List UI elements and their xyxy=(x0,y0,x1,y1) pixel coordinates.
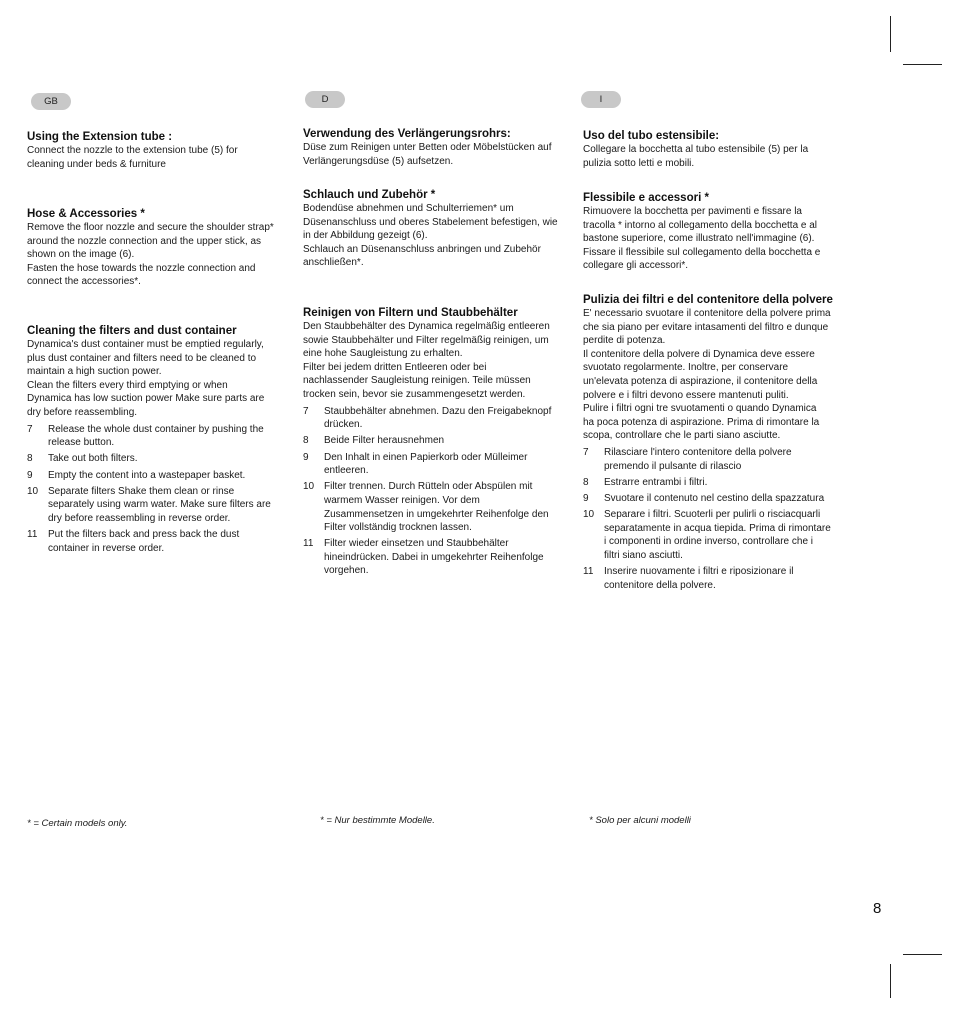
step-number: 9 xyxy=(583,492,589,504)
step-item xyxy=(27,452,295,466)
section-body: Den Staubbehälter des Dynamica regelmäßig entleeren sowie Staubbehälter und Filter regelmäßig reinigen, um eine hohe Saugleistung zu erhalten. Filter bei jedem dritten Entleeren oder bei nachlassender Saugleistung reinigen. Teile müssen trocken sein, bevor sie zusammengesetzt werden. xyxy=(303,321,550,400)
section-title: Schlauch und Zubehör * xyxy=(303,189,436,201)
step-item xyxy=(303,434,571,448)
section-flessibile-accessori xyxy=(583,191,851,273)
section-body: Düse zum Reinigen unter Betten oder Möbelstücken auf Verlängerungsdüse (5) aufsetzen. xyxy=(303,142,552,167)
steps-list xyxy=(27,423,295,556)
section-title: Flessibile e accessori * xyxy=(583,192,709,204)
step-text: Filter trennen. Durch Rütteln oder Abspülen mit warmem Wasser reinigen. Vor dem Zusammensetzen in umgekehrter Reihenfolge den Filter vollständig trocknen lassen. xyxy=(324,481,549,534)
step-item xyxy=(303,537,571,578)
step-number: 9 xyxy=(303,451,309,463)
footnote: * = Certain models only. xyxy=(27,818,128,829)
section-title: Cleaning the filters and dust container xyxy=(27,325,237,337)
section-body: Connect the nozzle to the extension tube (5) for cleaning under beds & furniture xyxy=(27,145,238,170)
step-item xyxy=(27,423,295,450)
section-tubo-estensibile xyxy=(583,129,851,170)
step-number: 10 xyxy=(583,509,595,521)
section-cleaning-filters xyxy=(27,324,295,558)
step-number: 10 xyxy=(27,485,39,497)
step-text: Svuotare il contenuto nel cestino della spazzatura xyxy=(604,492,825,504)
step-text: Put the filters back and press back the dust container in reverse order. xyxy=(48,529,240,554)
section-title: Using the Extension tube : xyxy=(27,131,173,143)
crop-mark-bottom-horizontal xyxy=(903,954,942,955)
step-item xyxy=(27,469,295,483)
step-number: 11 xyxy=(303,538,314,550)
step-text: Filter wieder einsetzen und Staubbehälter hineindrücken. Dabei in umgekehrter Reihenfolge vorgehen. xyxy=(324,538,544,577)
section-title: Verwendung des Verlängerungsrohrs: xyxy=(303,128,511,140)
steps-list xyxy=(583,446,851,592)
step-number: 7 xyxy=(583,446,589,458)
step-item xyxy=(303,451,571,478)
step-item xyxy=(303,480,571,534)
section-extension-tube xyxy=(27,130,295,171)
step-text: Staubbehälter abnehmen. Dazu den Freigabeknopf drücken. xyxy=(324,405,552,431)
step-item xyxy=(583,565,851,592)
step-item xyxy=(583,492,851,506)
footnote: * Solo per alcuni modelli xyxy=(589,815,691,826)
step-number: 7 xyxy=(303,405,309,417)
step-number: 8 xyxy=(583,476,589,488)
step-text: Inserire nuovamente i filtri e riposizionare il contenitore della polvere. xyxy=(604,566,794,591)
step-item xyxy=(27,528,295,555)
section-pulizia-filtri xyxy=(583,293,851,595)
language-badge: D xyxy=(305,91,345,108)
step-text: Empty the content into a wastepaper basket. xyxy=(48,469,246,481)
crop-mark-bottom-vertical xyxy=(890,964,891,998)
step-item xyxy=(583,476,851,490)
step-text: Release the whole dust container by pushing the release button. xyxy=(48,423,264,449)
step-number: 11 xyxy=(27,529,38,541)
section-title: Hose & Accessories * xyxy=(27,208,145,220)
section-verlaengerungsrohr xyxy=(303,127,571,168)
step-item xyxy=(583,446,851,473)
section-schlauch-zubehoer xyxy=(303,188,571,270)
section-hose-accessories xyxy=(27,207,295,289)
step-item xyxy=(27,485,295,526)
step-text: Estrarre entrambi i filtri. xyxy=(604,476,708,488)
step-number: 8 xyxy=(303,435,309,447)
crop-mark-top-horizontal xyxy=(903,64,942,65)
section-body: E' necessario svuotare il contenitore della polvere prima che sia piano per evitare intasamenti del filtro e dunque perdite di potenza. Il contenitore della polvere di Dynamica deve essere svuotato regolarmente. Inoltre, per conservare un'elevata potenza di aspirazione, il contenitore della polvere e i filtri devono essere mantenuti puliti. Pulire i filtri ogni tre svuotamenti o quando Dynamica ha poca potenza di aspirazione. Prima di rimontare la scopa, controllare che le parti siano asciutte. xyxy=(583,308,831,442)
footnote: * = Nur bestimmte Modelle. xyxy=(320,815,435,826)
step-item xyxy=(583,508,851,562)
language-badge: GB xyxy=(31,93,71,110)
section-body: Dynamica's dust container must be emptied regularly, plus dust container and filters need to be cleaned to maintain a high suction power. Clean the filters every third emptying or when Dynamica has low suction power Make sure parts are dry before reassembling. xyxy=(27,339,265,418)
step-text: Rilasciare l'intero contenitore della polvere premendo il pulsante di rilascio xyxy=(604,446,792,472)
step-text: Beide Filter herausnehmen xyxy=(324,435,445,447)
step-number: 8 xyxy=(27,453,33,465)
section-body: Rimuovere la bocchetta per pavimenti e fissare la tracolla * intorno al collegamento della bocchetta e al bastone superiore, come illustrato nell'immagine (6). Fissare il flessibile sul collegamento della bocchetta e collegare gli accessori*. xyxy=(583,206,821,272)
steps-list xyxy=(303,405,571,579)
step-number: 9 xyxy=(27,469,33,481)
section-body: Bodendüse abnehmen und Schulterriemen* um Düsenanschluss und oberes Stabelement befestigen, wie in der Abbildung gezeigt (6). Schlauch an Düsenanschluss anbringen und Zubehör anschließen*. xyxy=(303,203,558,269)
section-title: Reinigen von Filtern und Staubbehälter xyxy=(303,307,518,319)
step-text: Separate filters Shake them clean or rinse separately using warm water. Make sure filters are dry before reassembling in reverse order. xyxy=(48,485,271,524)
section-body: Remove the floor nozzle and secure the shoulder strap* around the nozzle connection and the upper stick, as shown on the image (6). Fasten the hose towards the nozzle connection and connect the accessories*. xyxy=(27,222,274,288)
step-text: Take out both filters. xyxy=(48,453,138,465)
step-text: Separare i filtri. Scuoterli per pulirli o risciacquarli separatamente in acqua tiepida. Prima di rimontare i componenti in ordine inverso, controllare che i filtri siano asciutti. xyxy=(604,509,831,561)
page-number: 8 xyxy=(873,900,882,917)
step-number: 10 xyxy=(303,481,315,493)
language-badge: I xyxy=(581,91,621,108)
section-reinigen-filter xyxy=(303,306,571,581)
crop-mark-top-vertical xyxy=(890,16,891,52)
step-number: 11 xyxy=(583,566,594,578)
section-body: Collegare la bocchetta al tubo estensibile (5) per la pulizia sotto letti e mobili. xyxy=(583,144,809,169)
step-item xyxy=(303,405,571,432)
step-number: 7 xyxy=(27,423,33,435)
section-title: Uso del tubo estensibile: xyxy=(583,130,720,142)
step-text: Den Inhalt in einen Papierkorb oder Mülleimer entleeren. xyxy=(324,451,528,477)
section-title: Pulizia dei filtri e del contenitore della polvere xyxy=(583,294,833,306)
